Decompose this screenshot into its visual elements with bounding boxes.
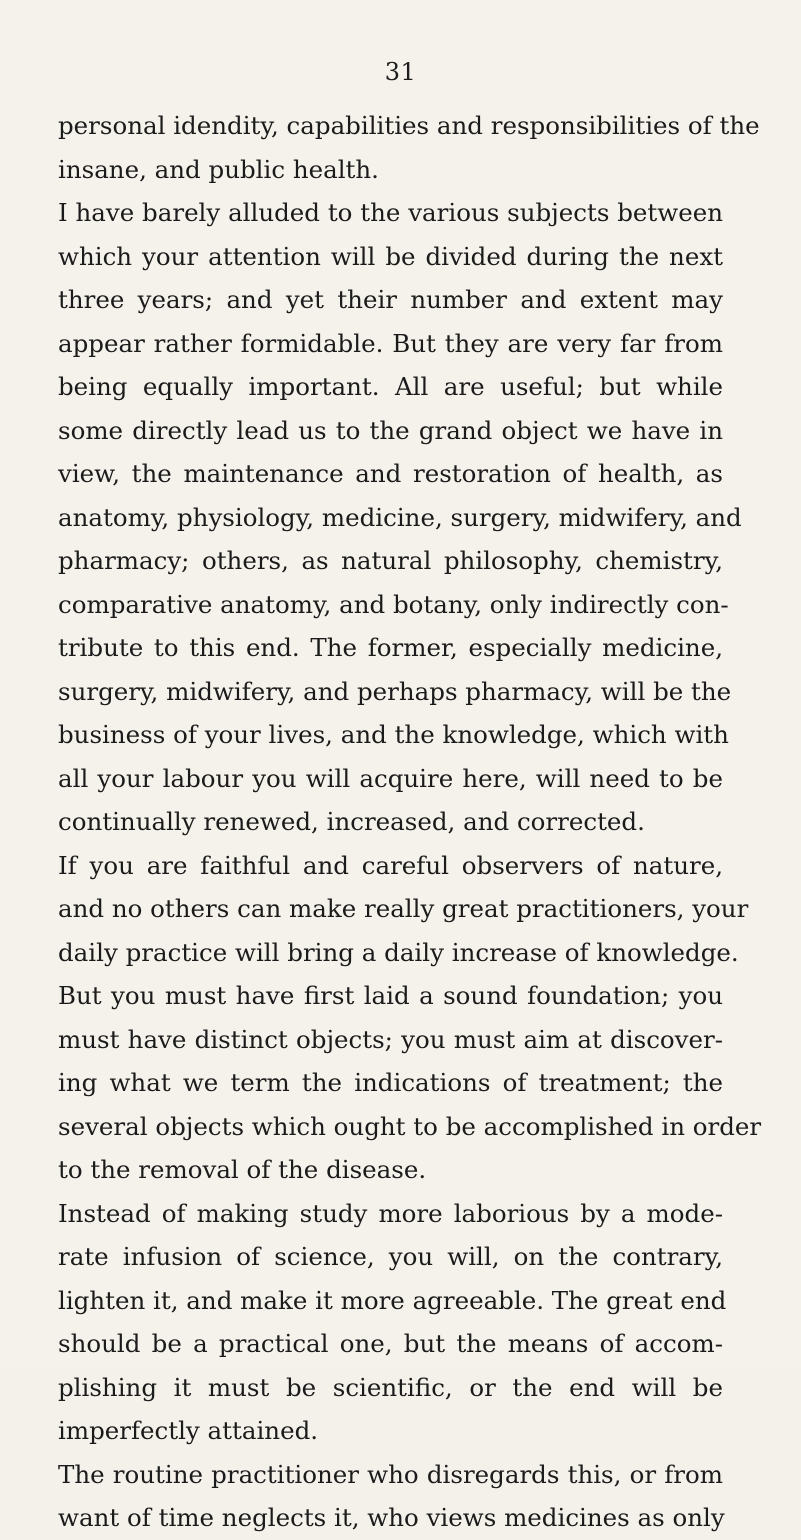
text-line: should be a practical one, but the means of accom- bbox=[58, 1329, 723, 1358]
text-line: anatomy, physiology, medicine, surgery, midwifery, and bbox=[58, 502, 742, 532]
text-line: lighten it, and make it more agreeable. The great end bbox=[58, 1285, 727, 1315]
text-line: which your attention will be divided during the next bbox=[58, 241, 723, 271]
body-text bbox=[58, 104, 762, 1540]
text-line: three years; and yet their number and extent may bbox=[58, 285, 723, 314]
page-number: 31 bbox=[384, 58, 417, 86]
text-line: ing what we term the indications of treatment; the bbox=[58, 1068, 723, 1097]
text-line: daily practice will bring a daily increase of knowledge. bbox=[58, 937, 739, 967]
text-line: If you are faithful and careful observers of nature, bbox=[58, 850, 723, 880]
text-line: surgery, midwifery, and perhaps pharmacy, will be the bbox=[58, 676, 732, 706]
text-line: business of your lives, and the knowledge, which with bbox=[58, 720, 729, 749]
text-line: pharmacy; others, as natural philosophy, chemistry, bbox=[58, 546, 723, 575]
text-line: Instead of making study more laborious by a mode- bbox=[58, 1198, 723, 1228]
text-line: and no others can make really great practitioners, your bbox=[58, 894, 749, 923]
text-line: being equally important. All are useful; but while bbox=[58, 372, 723, 401]
text-line: all your labour you will acquire here, will need to be bbox=[58, 763, 723, 793]
text-line: some directly lead us to the grand object we have in bbox=[58, 415, 723, 445]
text-line: several objects which ought to be accomplished in order bbox=[58, 1111, 762, 1141]
text-line: insane, and public health. bbox=[58, 154, 379, 184]
text-line: tribute to this end. The former, especially medicine, bbox=[58, 633, 723, 662]
text-line: The routine practitioner who disregards this, or from bbox=[58, 1459, 723, 1489]
text-line: I have barely alluded to the various subjects between bbox=[58, 198, 723, 227]
text-line: continually renewed, increased, and corrected. bbox=[58, 807, 645, 836]
text-line: appear rather formidable. But they are very far from bbox=[58, 328, 723, 358]
text-line: personal idendity, capabilities and responsibilities of the bbox=[58, 111, 760, 140]
text-line: must have distinct objects; you must aim at discover- bbox=[58, 1024, 723, 1054]
text-line: rate infusion of science, you will, on the contrary, bbox=[58, 1242, 723, 1271]
text-line: plishing it must be scientific, or the end will be bbox=[58, 1372, 723, 1402]
text-line: But you must have first laid a sound foundation; you bbox=[58, 981, 723, 1010]
text-line: view, the maintenance and restoration of health, as bbox=[58, 459, 723, 488]
text-line: want of time neglects it, who views medicines as only bbox=[58, 1503, 725, 1532]
text-line: to the removal of the disease. bbox=[58, 1155, 427, 1184]
text-line: imperfectly attained. bbox=[58, 1416, 319, 1445]
text-line: comparative anatomy, and botany, only indirectly con- bbox=[58, 589, 729, 619]
